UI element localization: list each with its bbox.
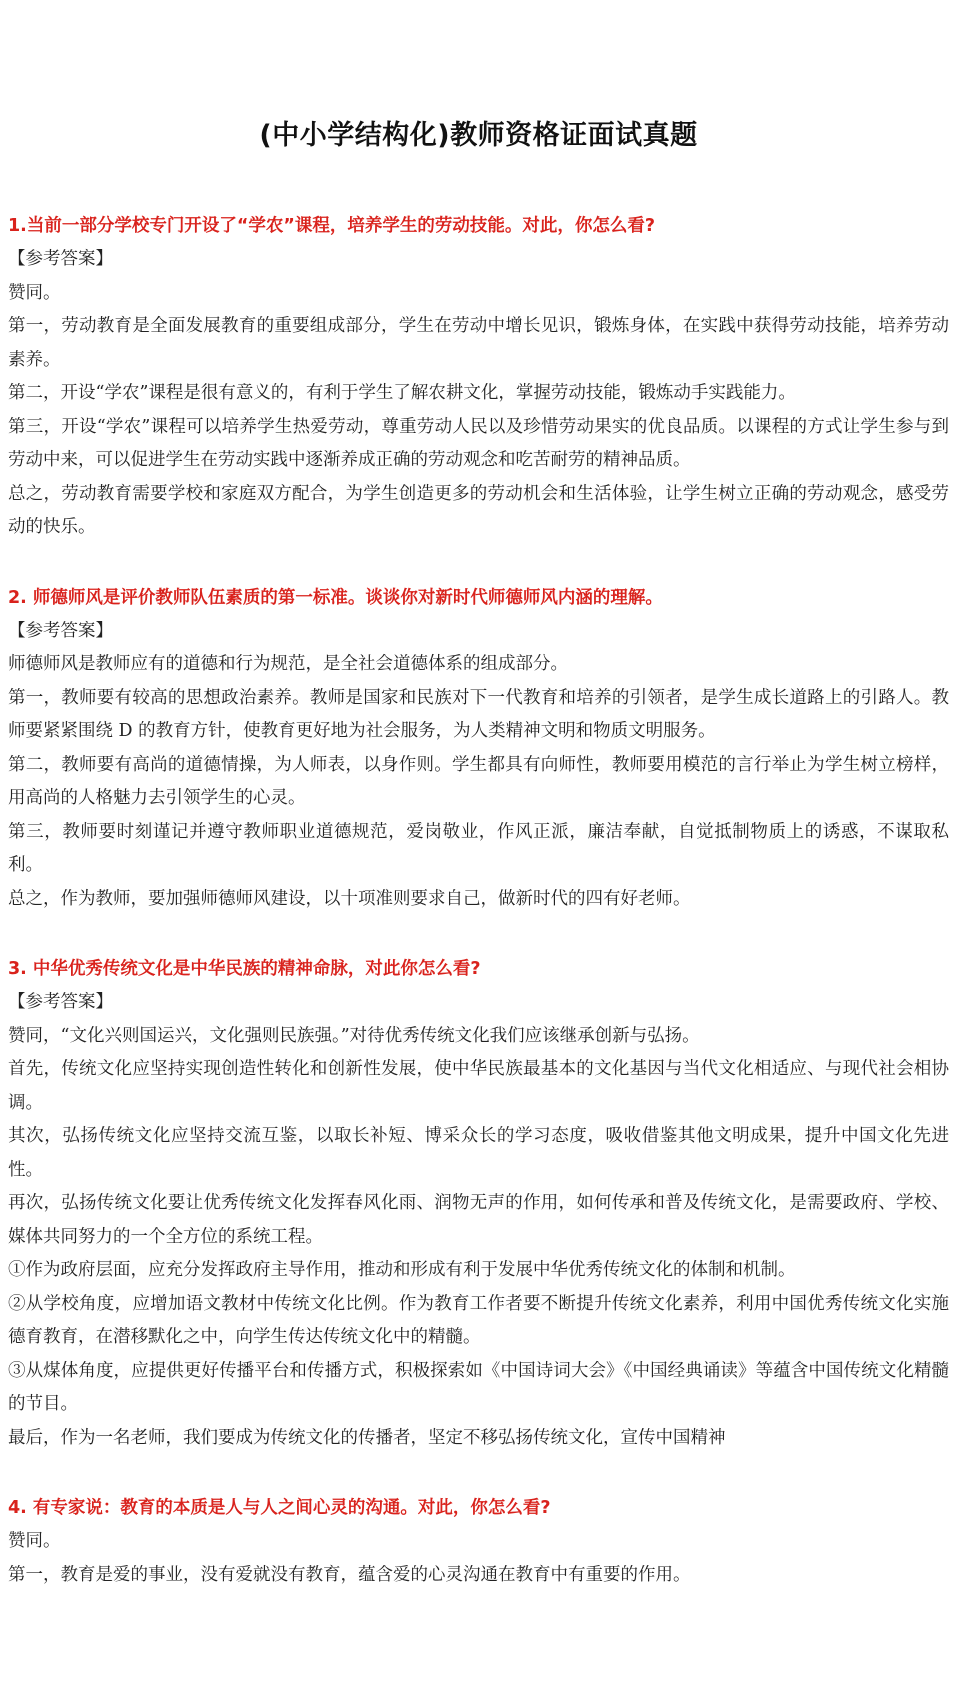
question-section-4 (8, 1491, 949, 1592)
answer-paragraph: ①作为政府层面，应充分发挥政府主导作用，推动和形成有利于发展中华优秀传统文化的体制和机制。 (8, 1260, 796, 1280)
answer-paragraph: 第三，开设“学农”课程可以培养学生热爱劳动，尊重劳动人民以及珍惜劳动果实的优良品质。以课程的方式让学生参与到劳动中来，可以促进学生在劳动实践中逐渐养成正确的劳动观念和吃苦耐劳的精神品质。 (8, 416, 949, 470)
answer-paragraph: 师德师风是教师应有的道德和行为规范，是全社会道德体系的组成部分。 (8, 654, 568, 674)
page-title: (中小学结构化)教师资格证面试真题 (259, 120, 698, 151)
question-heading: 2. 师德师风是评价教师队伍素质的第一标准。谈谈你对新时代师德师风内涵的理解。 (8, 587, 663, 608)
answer-paragraph: 赞同。 (8, 1531, 61, 1551)
answer-paragraph: 总之，作为教师，要加强师德师风建设，以十项准则要求自己，做新时代的四有好老师。 (8, 888, 691, 909)
question-heading: 4. 有专家说：教育的本质是人与人之间心灵的沟通。对此，你怎么看? (8, 1498, 551, 1518)
answer-paragraph: 首先，传统文化应坚持实现创造性转化和创新性发展，使中华民族最基本的文化基因与当代文化相适应、与现代社会相协调。 (8, 1059, 949, 1113)
question-heading: 3. 中华优秀传统文化是中华民族的精神命脉，对此你怎么看? (8, 959, 481, 979)
question-section-3 (8, 952, 949, 1455)
answer-paragraph: 最后，作为一名老师，我们要成为传统文化的传播者，坚定不移弘扬传统文化，宣传中国精神 (8, 1427, 726, 1448)
answer-paragraph: 第一，劳动教育是全面发展教育的重要组成部分，学生在劳动中增长见识，锻炼身体，在实践中获得劳动技能，培养劳动素养。 (8, 316, 949, 370)
answer-paragraph: 第三，教师要时刻谨记并遵守教师职业道德规范，爱岗敬业，作风正派，廉洁奉献，自觉抵制物质上的诱惑，不谋取私利。 (8, 821, 949, 875)
answer-paragraph: 再次，弘扬传统文化要让优秀传统文化发挥春风化雨、润物无声的作用，如何传承和普及传统文化，是需要政府、学校、媒体共同努力的一个全方位的系统工程。 (8, 1193, 949, 1247)
question-section-1 (8, 209, 949, 545)
answer-label: 【参考答案】 (8, 620, 113, 641)
answer-paragraph: 第一，教师要有较高的思想政治素养。教师是国家和民族对下一代教育和培养的引领者，是学生成长道路上的引路人。教师要紧紧围绕 D 的教育方针，使教育更好地为社会服务，为人类精神文明和物质文明服务。 (8, 687, 949, 741)
question-section-2 (8, 581, 949, 917)
answer-paragraph: 第二，开设“学农”课程是很有意义的，有利于学生了解农耕文化，掌握劳动技能，锻炼动手实践能力。 (8, 383, 796, 403)
answer-paragraph: 总之，劳动教育需要学校和家庭双方配合，为学生创造更多的劳动机会和生活体验，让学生树立正确的劳动观念，感受劳动的快乐。 (8, 483, 949, 537)
answer-label: 【参考答案】 (8, 992, 113, 1012)
answer-paragraph: ③从煤体角度，应提供更好传播平台和传播方式，积极探索如《中国诗词大会》《中国经典诵读》等蕴含中国传统文化精髓的节目。 (8, 1360, 949, 1414)
answer-paragraph: 赞同。 (8, 282, 61, 303)
answer-paragraph: 赞同，“文化兴则国运兴，文化强则民族强。”对待优秀传统文化我们应该继承创新与弘扬。 (8, 1025, 700, 1046)
answer-paragraph: 第一，教育是爱的事业，没有爱就没有教育，蕴含爱的心灵沟通在教育中有重要的作用。 (8, 1564, 691, 1585)
question-heading: 1.当前一部分学校专门开设了“学农”课程，培养学生的劳动技能。对此，你怎么看? (8, 216, 655, 236)
answer-label: 【参考答案】 (8, 249, 113, 269)
answer-paragraph: ②从学校角度，应增加语文教材中传统文化比例。作为教育工作者要不断提升传统文化素养，利用中国优秀传统文化实施德育教育，在潜移默化之中，向学生传达传统文化中的精髓。 (8, 1293, 949, 1347)
answer-paragraph: 第二，教师要有高尚的道德情操，为人师表，以身作则。学生都具有向师性，教师要用模范的言行举止为学生树立榜样，用高尚的人格魅力去引领学生的心灵。 (8, 754, 949, 808)
answer-paragraph: 其次，弘扬传统文化应坚持交流互鉴，以取长补短、博采众长的学习态度，吸收借鉴其他文明成果，提升中国文化先进性。 (8, 1126, 949, 1180)
